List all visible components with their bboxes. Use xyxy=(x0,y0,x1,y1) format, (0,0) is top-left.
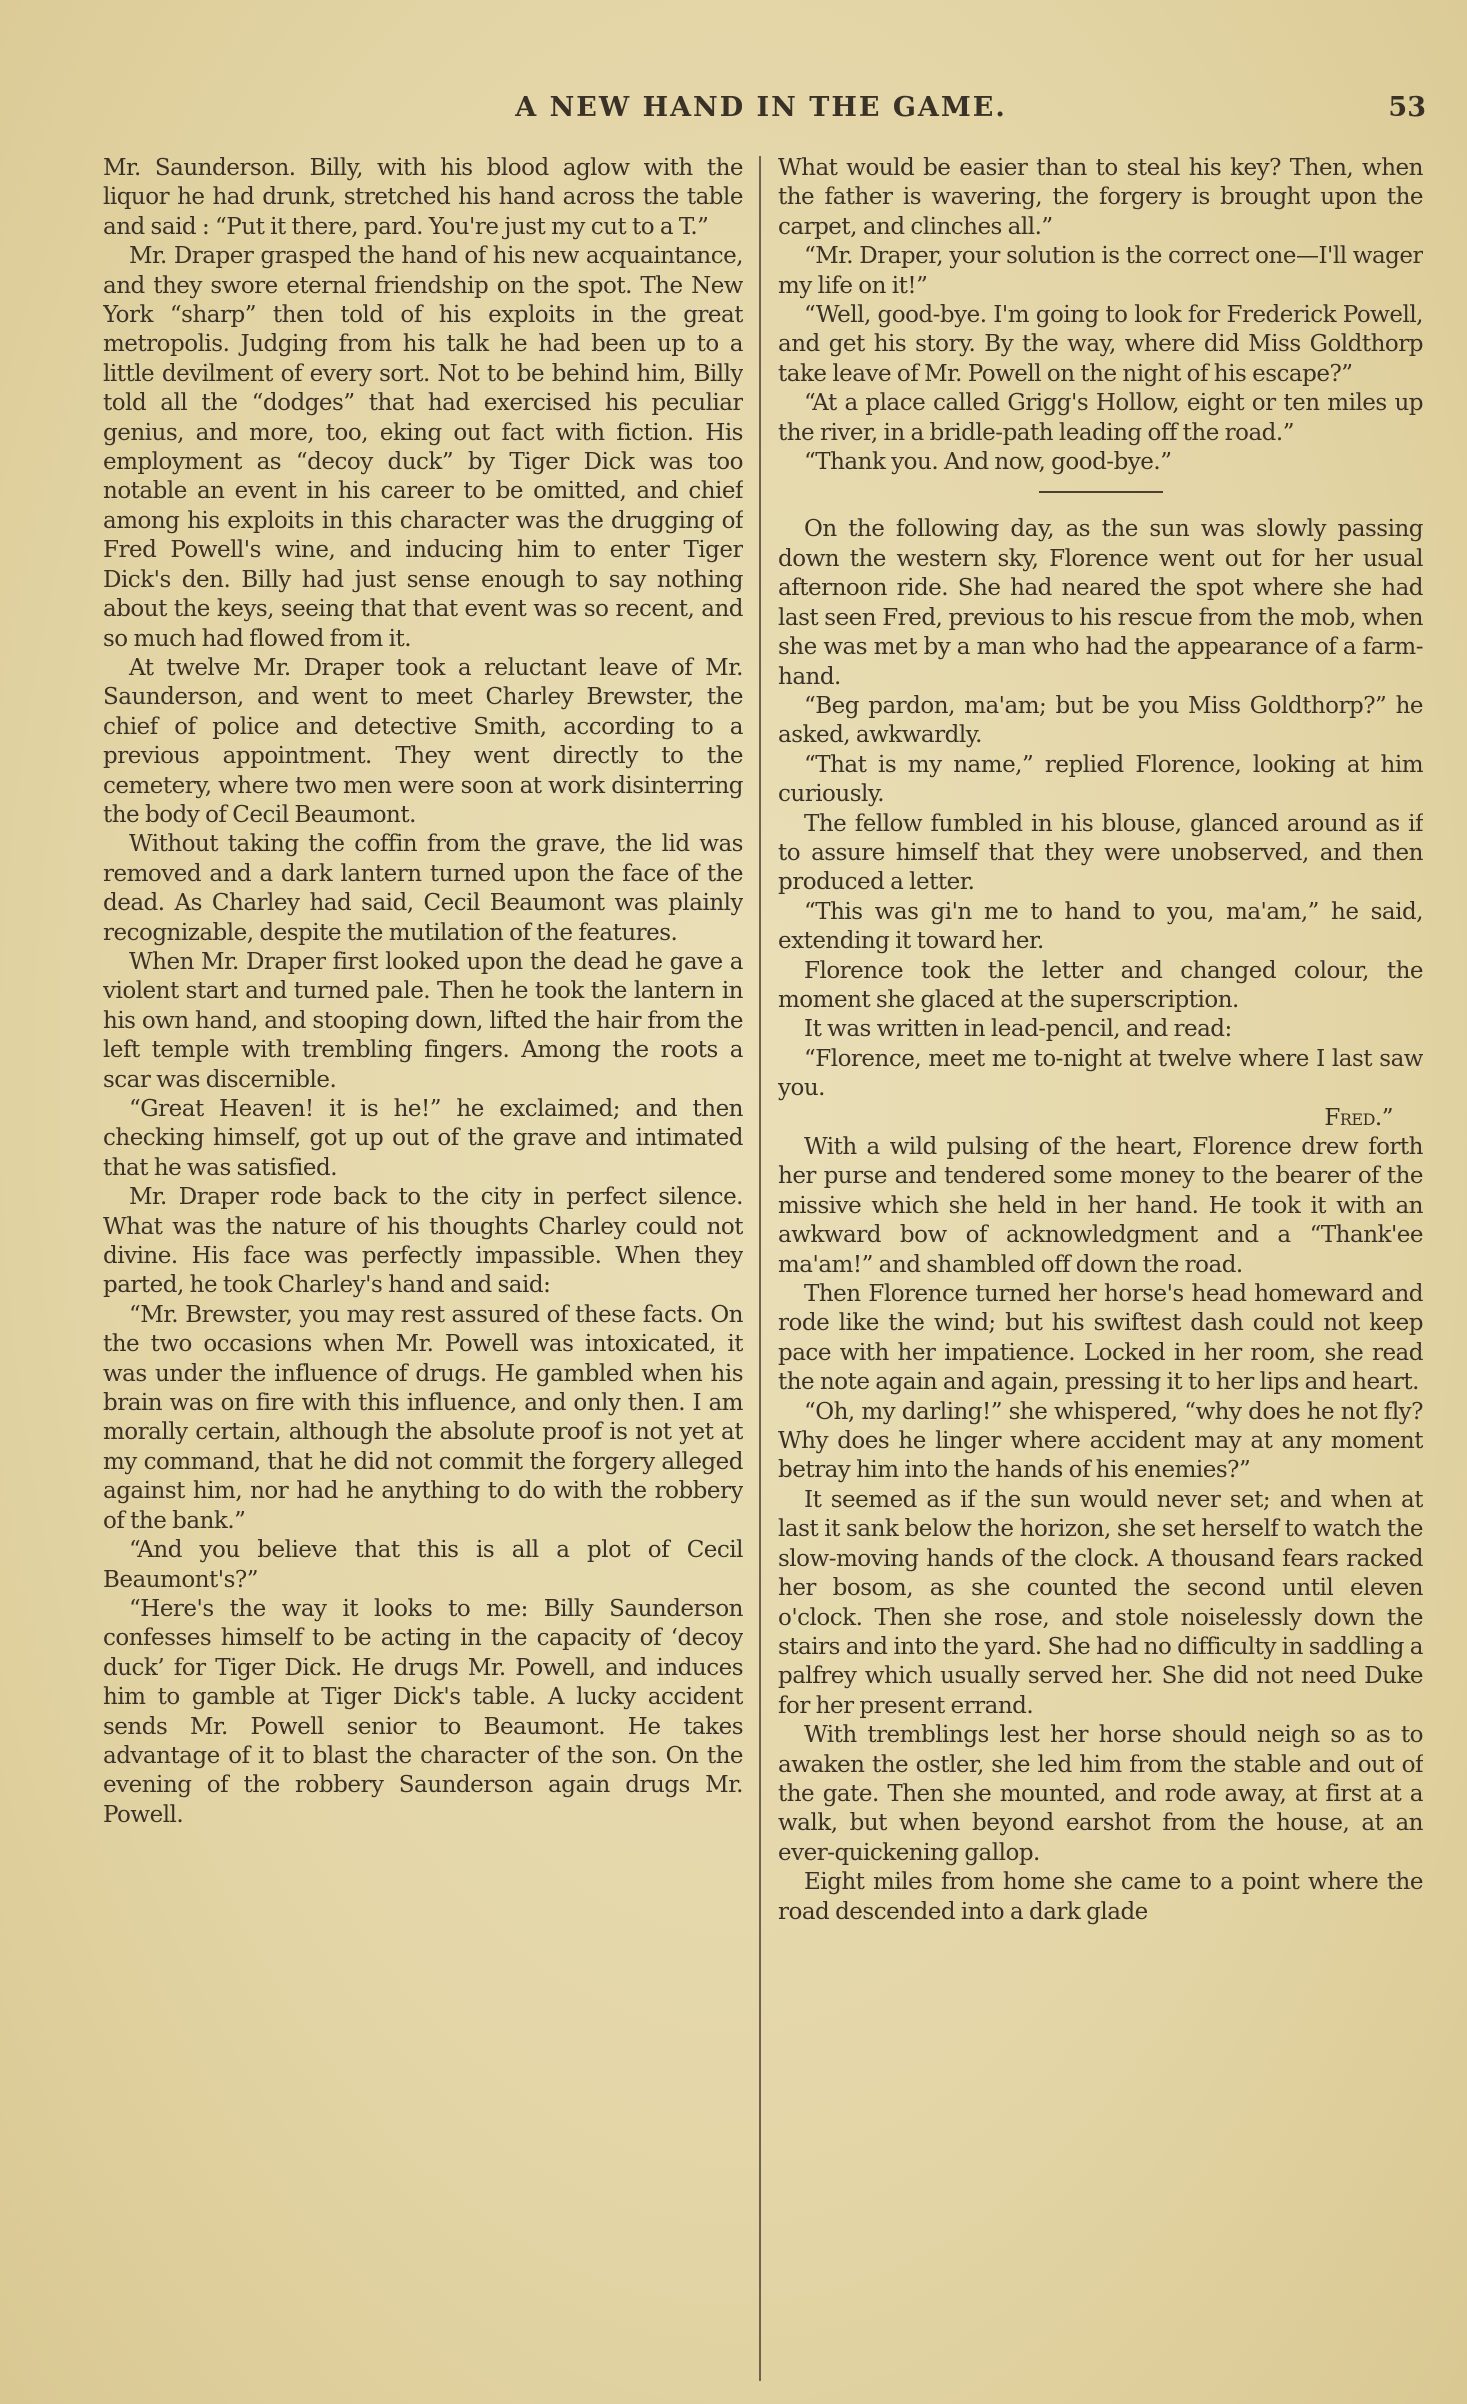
page-number: 53 xyxy=(1388,92,1426,123)
paragraph: What would be easier than to steal his key? Then, when the father is wavering, the forgery is brought upon the carpet, and clinches all.” xyxy=(778,155,1423,240)
paragraph: Eight miles from home she came to a point where the road descended into a dark glade xyxy=(778,1869,1423,1925)
paragraph: “Great Heaven! it is he!” he exclaimed; and then checking himself, got up out of the grave and intimated that he was satisfied. xyxy=(103,1096,743,1181)
paragraph: Florence took the letter and changed colour, the moment she glaced at the superscription. xyxy=(778,957,1423,1013)
paragraph: Then Florence turned her horse's head homeward and rode like the wind; but his swiftest dash could not keep pace with her impatience. Locked in her room, she read the note again and again, pressing it to her lips and heart. xyxy=(778,1281,1423,1396)
left-column xyxy=(103,154,743,2384)
paragraph: The fellow fumbled in his blouse, glanced around as if to assure himself that they were unobserved, and then produced a letter. xyxy=(778,810,1423,896)
page-header xyxy=(96,92,1426,132)
note-signature: Fred.” xyxy=(1324,1104,1393,1131)
paragraph: “Here's the way it looks to me: Billy Saunderson confesses himself to be acting in the capacity of ‘decoy duck’ for Tiger Dick. He drugs Mr. Powell, and induces him to gamble at Tiger Dick's table. A lucky accident sends Mr. Powell senior to Beaumont. He takes advantage of it to blast the character of the son. On the evening of the robbery Saunderson again drugs Mr. Powell. xyxy=(103,1595,743,1828)
paragraph: It was written in lead-pencil, and read: xyxy=(804,1016,1232,1043)
paragraph: At twelve Mr. Draper took a reluctant leave of Mr. Saunderson, and went to meet Charley Brewster, the chief of police and detective Smith, according to a previous appointment. They went directly to the cemetery, where two men were soon at work disinterring the body of Cecil Beaumont. xyxy=(103,654,743,828)
paragraph: “Mr. Draper, your solution is the correct one—I'll wager my life on it!” xyxy=(778,243,1423,299)
paragraph: “Beg pardon, ma'am; but be you Miss Goldthorp?” he asked, awkwardly. xyxy=(778,692,1423,749)
paragraph: “This was gi'n me to hand to you, ma'am,” he said, extending it toward her. xyxy=(778,898,1423,955)
paragraph: Without taking the coffin from the grave, the lid was removed and a dark lantern turned upon the face of the dead. As Charley had said, Cecil Beaumont was plainly recognizable, despite the mutilation of the features. xyxy=(103,831,743,946)
paragraph: With a wild pulsing of the heart, Florence drew forth her purse and tendered some money to the bearer of the missive which she held in her hand. He took it with an awkward bow of acknowledgment and a “Thank'ee ma'am!” and shambled off down the road. xyxy=(778,1134,1423,1278)
paragraph: It seemed as if the sun would never set; and when at last it sank below the horizon, she set herself to watch the slow-moving hands of the clock. A thousand fears racked her bosom, as she counted the second until eleven o'clock. Then she rose, and stole noiselessly down the stairs and into the yard. She had no difficulty in saddling a palfrey which usually served her. She did not need Duke for her present errand. xyxy=(778,1486,1423,1719)
note-body: “Florence, meet me to-night at twelve where I last saw you. xyxy=(778,1045,1423,1102)
column-divider xyxy=(759,156,761,2381)
paragraph: “Mr. Brewster, you may rest assured of these facts. On the two occasions when Mr. Powell was intoxicated, it was under the influence of drugs. He gambled when his brain was on fire with this influence, and only then. I am morally certain, although the absolute proof is not yet at my command, that he did not commit the forgery alleged against him, nor had he anything to do with the robbery of the bank.” xyxy=(103,1301,743,1534)
paragraph: Mr. Draper rode back to the city in perfect silence. What was the nature of his thoughts Charley could not divine. His face was perfectly impassible. When they parted, he took Charley's hand and said: xyxy=(103,1184,743,1299)
paragraph: On the following day, as the sun was slowly passing down the western sky, Florence went out for her usual afternoon ride. She had neared the spot where she had last seen Fred, previous to his rescue from the mob, when she was met by a man who had the appearance of a farm-hand. xyxy=(778,516,1423,690)
quoted-note xyxy=(778,1045,1423,1133)
paragraph: When Mr. Draper first looked upon the dead he gave a violent start and turned pale. Then he took the lantern in his own hand, and stooping down, lifted the hair from the left temple with trembling fingers. Among the roots a scar was discernible. xyxy=(103,948,743,1093)
paragraph: “And you believe that this is all a plot of Cecil Beaumont's?” xyxy=(103,1537,743,1593)
paragraph: “At a place called Grigg's Hollow, eight or ten miles up the river, in a bridle-path leading off the road.” xyxy=(778,390,1423,446)
running-title: A NEW HAND IN THE GAME. xyxy=(515,92,1007,123)
paragraph: “That is my name,” replied Florence, looking at him curiously. xyxy=(778,751,1423,808)
paragraph: Mr. Draper grasped the hand of his new acquaintance, and they swore eternal friendship on the spot. The New York “sharp” then told of his exploits in the great metropolis. Judging from his talk he had been up to a little devilment of every sort. Not to be behind him, Billy told all the “dodges” that had exercised his peculiar genius, and more, too, eking out fact with fiction. His employment as “decoy duck” by Tiger Dick was too notable an event in his career to be omitted, and chief among his exploits in this character was the drugging of Fred Powell's wine, and inducing him to enter Tiger Dick's den. Billy had just sense enough to say nothing about the keys, seeing that that event was so recent, and so much had flowed from it. xyxy=(103,243,743,652)
paragraph: “Thank you. And now, good-bye.” xyxy=(804,449,1172,476)
right-column xyxy=(778,154,1423,2384)
section-break-rule xyxy=(1039,491,1163,493)
paragraph: Mr. Saunderson. Billy, with his blood aglow with the liquor he had drunk, stretched his hand across the table and said : “Put it there, pard. You're just my cut to a T.” xyxy=(103,155,743,240)
paragraph: With tremblings lest her horse should neigh so as to awaken the ostler, she led him from the stable and out of the gate. Then she mounted, and rode away, at first at a walk, but when beyond earshot from the house, at an ever-quickening gallop. xyxy=(778,1722,1423,1866)
paragraph: “Oh, my darling!” she whispered, “why does he not fly? Why does he linger where accident may at any moment betray him into the hands of his enemies?” xyxy=(778,1398,1423,1484)
paragraph: “Well, good-bye. I'm going to look for Frederick Powell, and get his story. By the way, where did Miss Goldthorp take leave of Mr. Powell on the night of his escape?” xyxy=(778,302,1423,387)
